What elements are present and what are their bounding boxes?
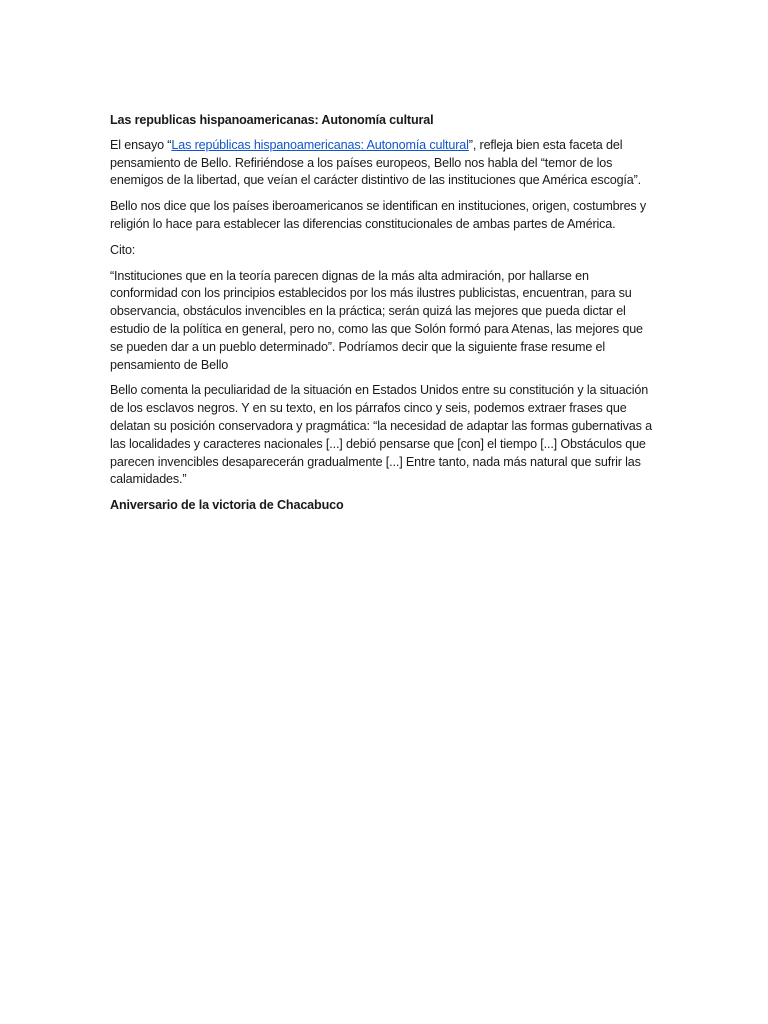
paragraph-essay-intro — [110, 137, 658, 190]
essay-link[interactable]: Las repúblicas hispanoamericanas: Autonomía cultural — [171, 137, 469, 152]
document-title: Las republicas hispanoamericanas: Autonomía cultural — [110, 113, 434, 127]
paragraph-text: El ensayo “ — [110, 137, 172, 152]
paragraph-iberoamerican: Bello nos dice que los países iberoamericanos se identifican en instituciones, origen, costumbres y religión lo hace para establecer las diferencias constitucionales de ambas partes de América. — [110, 199, 647, 231]
document-page — [110, 112, 658, 522]
paragraph-cito: Cito: — [110, 242, 136, 257]
paragraph-text: ”, refleja bien esta faceta del pensamiento de Bello. Refiriéndose a los países europeos, Bello nos habla del “temor de los enemigos de la libertad, que veían el carácter distintivo de las instituciones que América escogía”. — [110, 137, 642, 188]
paragraph-quote: “Instituciones que en la teoría parecen dignas de la más alta admiración, por hallarse en conformidad con los principios establecidos por los más ilustres publicistas, encuentran, para su observancia, obstáculos invencibles en la práctica; serán quizá las mejores que pueda dictar el estudio de la política en general, pero no, como las que Solón formó para Atenas, las mejores que se pueden dar a un pueblo determinado”. Podríamos decir que la siguiente frase resume el pensamiento de Bello — [110, 268, 643, 372]
section-heading: Aniversario de la victoria de Chacabuco — [110, 498, 344, 513]
paragraph-estados-unidos: Bello comenta la peculiaridad de la situación en Estados Unidos entre su constitución y la situación de los esclavos negros. Y en su texto, en los párrafos cinco y seis, podemos extraer frases que delatan su posición conservadora y pragmática: “la necesidad de adaptar las formas gubernativas a las localidades y caracteres nacionales [...] debió pensarse que [con] el tiempo [...] Obstáculos que parecen invencibles desaparecerán gradualmente [...] Entre tanto, nada más natural que sufrir las calamidades.” — [110, 383, 652, 487]
